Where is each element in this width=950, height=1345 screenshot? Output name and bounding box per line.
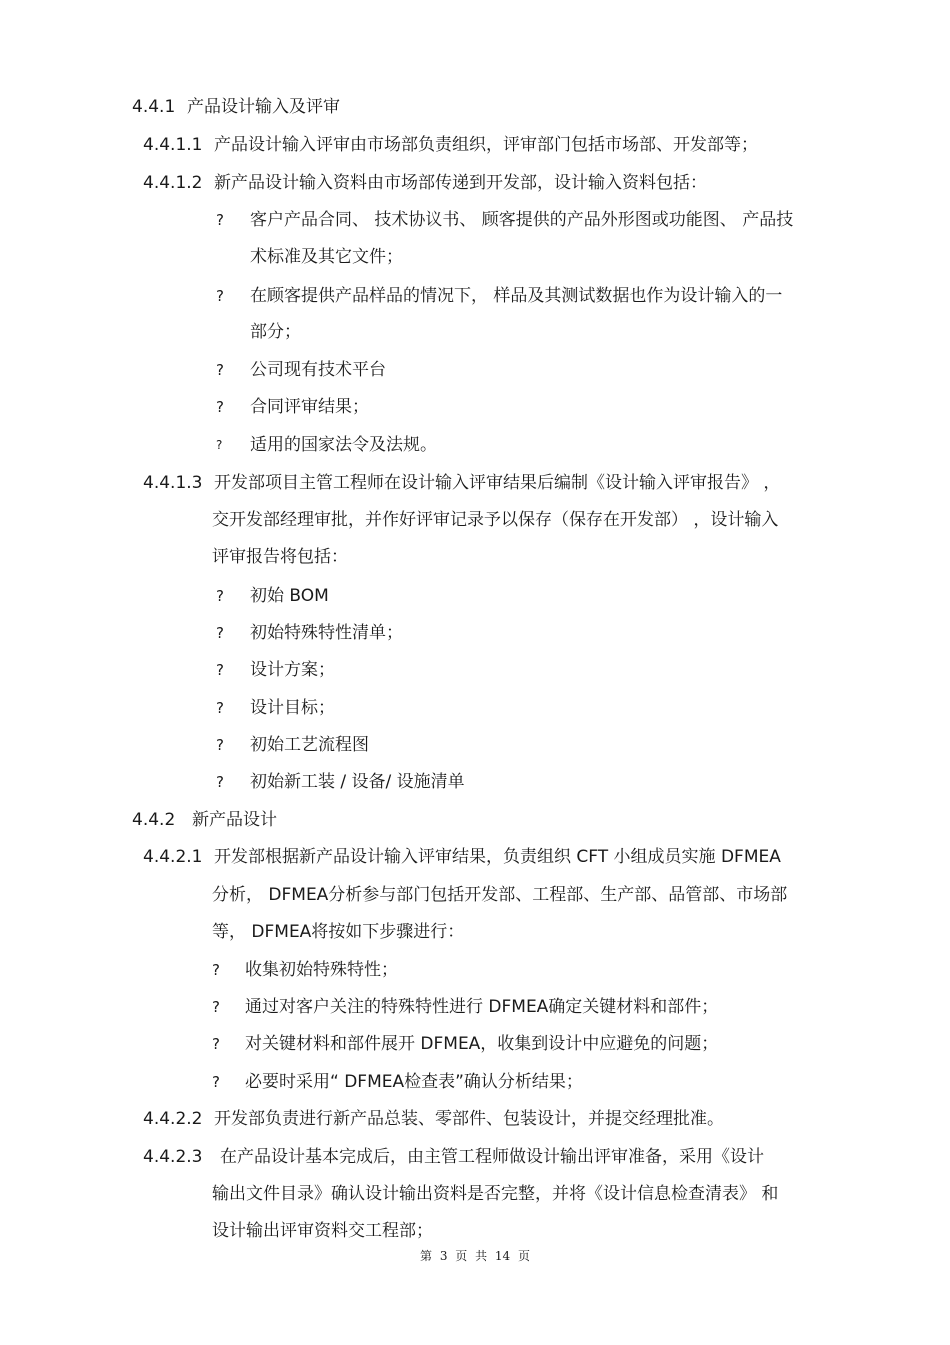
list-item-text: 初始工艺流程图 <box>250 735 369 755</box>
bullet-marker: ? <box>212 961 220 979</box>
bullet-marker: ? <box>212 998 220 1016</box>
clause-text: 分析， DFMEA分析参与部门包括开发部、工程部、生产部、品管部、市场部 <box>212 885 788 905</box>
list-item-text: 适用的国家法令及法规。 <box>250 435 437 455</box>
clause-text: 开发部负责进行新产品总装、零部件、包装设计，并提交经理批准。 <box>214 1109 724 1129</box>
clause-text: 交开发部经理审批，并作好评审记录予以保存（保存在开发部） ，设计输入 <box>212 510 779 530</box>
list-item-text: 初始特殊特性清单； <box>250 623 403 643</box>
list-item-text: 通过对客户关注的特殊特性进行 DFMEA确定关键材料和部件； <box>245 997 719 1017</box>
clause-number: 4.4.2.2 <box>143 1109 203 1129</box>
bullet-marker: ? <box>216 736 224 754</box>
list-item-text: 对关键材料和部件展开 DFMEA，收集到设计中应避免的问题； <box>245 1034 719 1054</box>
clause-text: 开发部根据新产品设计输入评审结果，负责组织 CFT 小组成员实施 DFMEA <box>214 847 781 867</box>
bullet-marker: ? <box>216 287 224 305</box>
bullet-marker: ? <box>216 211 224 229</box>
list-item-text: 部分； <box>250 322 301 342</box>
bullet-marker: ? <box>216 773 224 791</box>
bullet-marker: ? <box>212 1035 220 1053</box>
list-item-text: 收集初始特殊特性； <box>245 960 398 980</box>
clause-number: 4.4.1.1 <box>143 135 203 155</box>
list-item-text: 公司现有技术平台 <box>250 360 386 380</box>
bullet-marker: ? <box>216 361 224 379</box>
clause-text: 评审报告将包括： <box>212 547 348 567</box>
section-title: 新产品设计 <box>192 810 277 830</box>
list-item-text: 必要时采用“ DFMEA检查表”确认分析结果； <box>245 1072 583 1092</box>
clause-number: 4.4.1.2 <box>143 173 203 193</box>
list-item-text: 在顾客提供产品样品的情况下， 样品及其测试数据也作为设计输入的一 <box>250 286 783 306</box>
list-item-text: 设计目标； <box>250 698 335 718</box>
section-number: 4.4.1 <box>132 97 176 117</box>
clause-number: 4.4.1.3 <box>143 473 203 493</box>
list-item-text: 客户产品合同、 技术协议书、 顾客提供的产品外形图或功能图、 产品技 <box>250 210 794 230</box>
clause-number: 4.4.2.1 <box>143 847 203 867</box>
clause-text: 产品设计输入评审由市场部负责组织，评审部门包括市场部、开发部等； <box>214 135 758 155</box>
page-number-footer: 第 3 页 共 14 页 <box>420 1249 530 1263</box>
clause-number: 4.4.2.3 <box>143 1147 203 1167</box>
clause-text: 输出文件目录》确认设计输出资料是否完整，并将《设计信息检查清表》 和 <box>212 1184 779 1204</box>
clause-text: 开发部项目主管工程师在设计输入评审结果后编制《设计输入评审报告》 ， <box>214 473 781 493</box>
bullet-marker: ? <box>216 624 224 642</box>
list-item-text: 初始 BOM <box>250 586 329 606</box>
list-item-text: 初始新工装 / 设备/ 设施清单 <box>250 772 465 792</box>
clause-text: 新产品设计输入资料由市场部传递到开发部，设计输入资料包括： <box>214 173 707 193</box>
clause-text: 在产品设计基本完成后，由主管工程师做设计输出评审准备，采用《设计 <box>220 1147 764 1167</box>
section-number: 4.4.2 <box>132 810 176 830</box>
bullet-marker: ? <box>216 699 224 717</box>
bullet-marker: ? <box>216 587 224 605</box>
bullet-marker: ? <box>216 661 224 679</box>
bullet-marker: ? <box>216 438 223 452</box>
list-item-text: 合同评审结果； <box>250 397 369 417</box>
bullet-marker: ? <box>216 398 224 416</box>
list-item-text: 术标准及其它文件； <box>250 247 403 267</box>
section-title: 产品设计输入及评审 <box>187 97 340 117</box>
list-item-text: 设计方案； <box>250 660 335 680</box>
bullet-marker: ? <box>212 1073 220 1091</box>
clause-text: 设计输出评审资料交工程部； <box>212 1221 433 1241</box>
clause-text: 等， DFMEA将按如下步骤进行： <box>212 922 465 942</box>
